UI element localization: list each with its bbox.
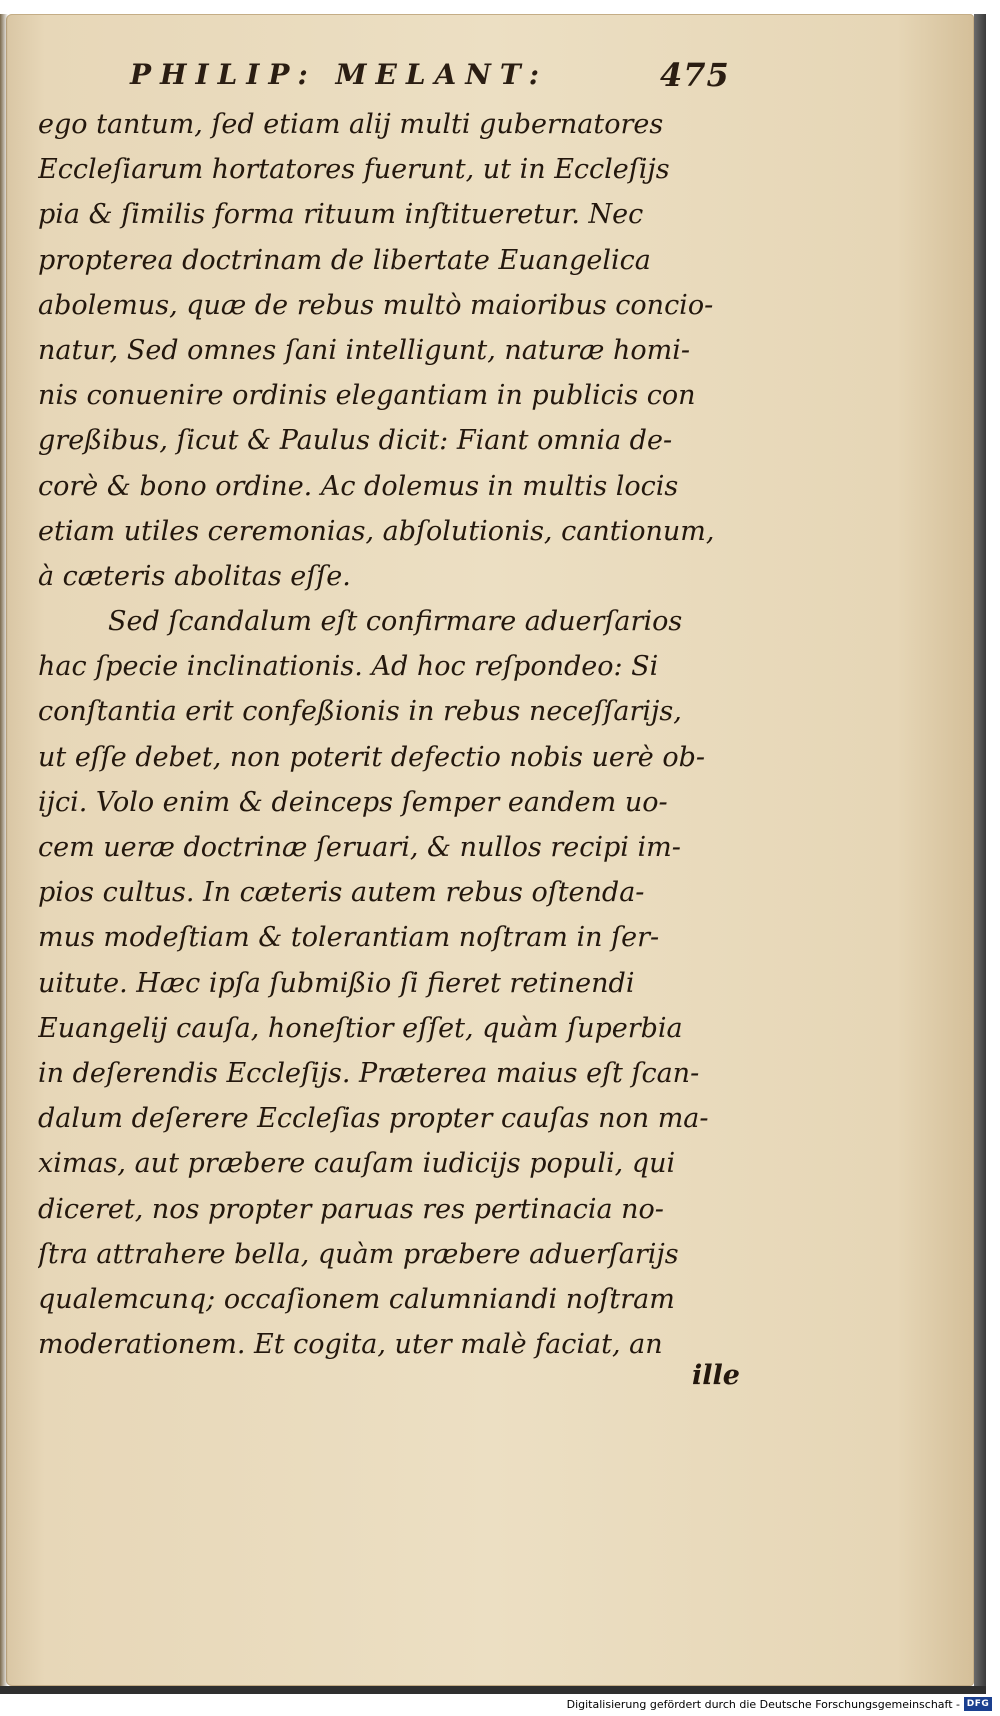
dfg-logo-icon[interactable]: DFG xyxy=(964,1697,992,1711)
catchword: ille xyxy=(692,1360,740,1391)
text-line: qualemcunq; occaſionem calumniandi noſtram xyxy=(38,1283,675,1315)
text-line: ſtra attrahere bella, quàm præbere aduerſarijs xyxy=(38,1238,679,1270)
page-edge-right xyxy=(974,14,986,1686)
text-line: in deſerendis Eccleſijs. Præterea maius eſt ſcan- xyxy=(38,1057,700,1089)
text-line: mus modeſtiam & tolerantiam noſtram in ſer- xyxy=(38,922,660,954)
text-line: pios cultus. In cæteris autem rebus oſtenda- xyxy=(38,877,645,909)
text-line: Eccleſiarum hortatores fuerunt, ut in Eccleſijs xyxy=(38,154,670,186)
text-line: ximas, aut præbere cauſam iudicijs populi, qui xyxy=(38,1148,676,1180)
text-line: propterea doctrinam de libertate Euangelica xyxy=(38,244,651,276)
text-line: conſtantia erit confeßionis in rebus neceſſarijs, xyxy=(38,696,682,728)
text-line: uitute. Hæc ipſa ſubmißio ſi fieret retinendi xyxy=(38,967,635,999)
text-line: corè & bono ordine. Ac dolemus in multis locis xyxy=(38,470,679,502)
text-line: abolemus, quæ de rebus multò maioribus concio- xyxy=(38,289,714,321)
funding-credit: Digitalisierung gefördert durch die Deutsche Forschungsgemeinschaft - xyxy=(566,1698,960,1711)
text-line: etiam utiles ceremonias, abſolutionis, cantionum, xyxy=(38,515,715,547)
text-line: ut eſſe debet, non poterit defectio nobis uerè ob- xyxy=(38,741,706,773)
paragraph-start-line: Sed ſcandalum eſt confirmare aduerſarios xyxy=(108,606,683,638)
text-line: greßibus, ſicut & Paulus dicit: Fiant omnia de- xyxy=(38,425,673,457)
text-line: dalum deſerere Eccleſias propter cauſas non ma- xyxy=(38,1103,709,1135)
text-line: hac ſpecie inclinationis. Ad hoc reſpondeo: Si xyxy=(38,651,659,683)
text-line: cem ueræ doctrinæ ſeruari, & nullos recipi im- xyxy=(38,832,681,863)
text-line: nis conuenire ordinis elegantiam in publicis con xyxy=(38,380,696,412)
text-line: Euangelij cauſa, honeſtior eſſet, quàm ſuperbia xyxy=(38,1012,683,1044)
running-head: PHILIP: MELANT: xyxy=(130,58,549,91)
text-line: moderationem. Et cogita, uter malè faciat, an xyxy=(38,1329,663,1361)
binding-shadow xyxy=(0,14,8,1686)
text-line: à cæteris abolitas eſſe. xyxy=(38,560,351,592)
text-line: ijci. Volo enim & deinceps ſemper eandem uo- xyxy=(38,786,668,818)
main-text xyxy=(38,102,748,1367)
text-line: pia & ſimilis forma rituum inſtitueretur. Nec xyxy=(38,199,644,231)
text-line: ego tantum, ſed etiam alij multi gubernatores xyxy=(38,109,664,140)
page-number: 475 xyxy=(660,56,730,94)
text-line: diceret, nos propter paruas res pertinacia no- xyxy=(38,1193,664,1225)
page-edge-bottom xyxy=(0,1686,986,1694)
text-line: natur, Sed omnes ſani intelligunt, naturæ homi- xyxy=(38,334,690,366)
